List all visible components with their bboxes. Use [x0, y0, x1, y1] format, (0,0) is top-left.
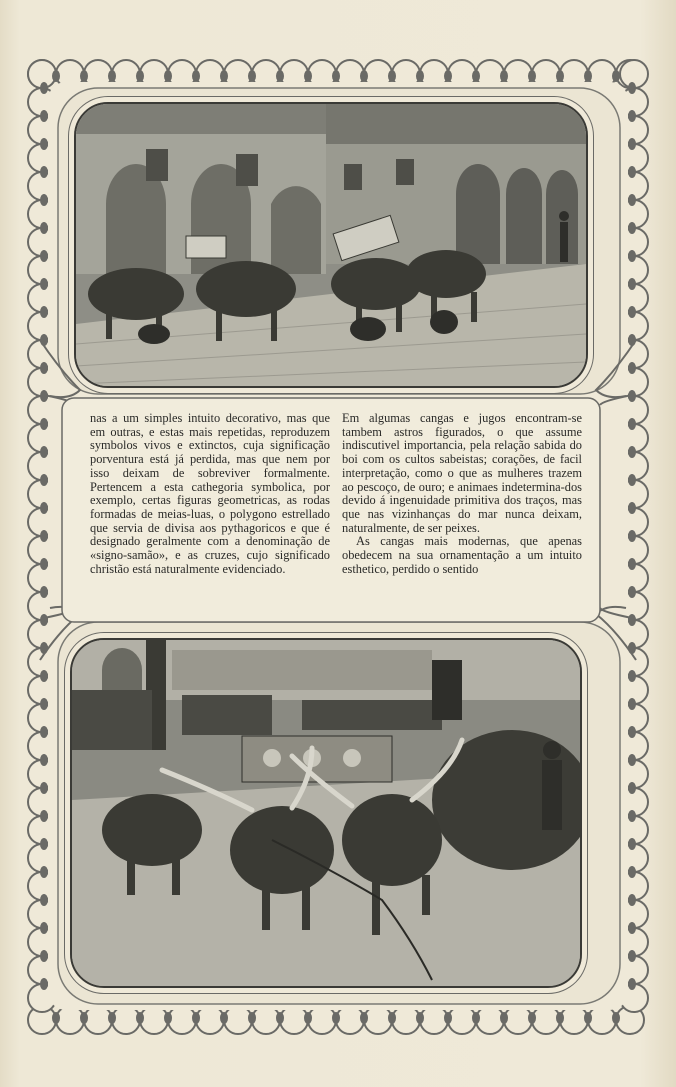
frame-dot — [628, 222, 636, 234]
frame-dot — [628, 502, 636, 514]
frame-scallop — [448, 1006, 476, 1034]
frame-dot — [40, 166, 48, 178]
frame-scallop — [196, 1006, 224, 1034]
frame-dot — [628, 474, 636, 486]
frame-dot — [528, 70, 536, 82]
frame-dot — [248, 1012, 256, 1024]
frame-dot — [52, 70, 60, 82]
frame-dot — [80, 1012, 88, 1024]
frame-dot — [628, 82, 636, 94]
photo-oxen-market — [70, 638, 582, 988]
frame-dot — [628, 362, 636, 374]
frame-scallop — [336, 1006, 364, 1034]
frame-dot — [360, 70, 368, 82]
frame-dot — [40, 726, 48, 738]
frame-dot — [472, 1012, 480, 1024]
article-column-left — [90, 412, 330, 576]
frame-dot — [500, 70, 508, 82]
frame-dot — [628, 978, 636, 990]
frame-dot — [164, 70, 172, 82]
frame-dot — [40, 614, 48, 626]
frame-dot — [192, 70, 200, 82]
frame-dot — [556, 1012, 564, 1024]
frame-dot — [628, 614, 636, 626]
frame-dot — [628, 138, 636, 150]
frame-dot — [444, 1012, 452, 1024]
frame-dot — [628, 250, 636, 262]
frame-scallop — [476, 1006, 504, 1034]
frame-dot — [628, 838, 636, 850]
frame-dot — [628, 670, 636, 682]
frame-scallop — [84, 1006, 112, 1034]
frame-scallop — [168, 1006, 196, 1034]
frame-dot — [628, 726, 636, 738]
frame-dot — [40, 894, 48, 906]
frame-dot — [40, 194, 48, 206]
frame-dot — [40, 502, 48, 514]
frame-dot — [628, 922, 636, 934]
frame-dot — [40, 418, 48, 430]
frame-dot — [40, 110, 48, 122]
frame-dot — [276, 70, 284, 82]
frame-dot — [416, 70, 424, 82]
frame-dot — [40, 978, 48, 990]
frame-dot — [40, 530, 48, 542]
frame-dot — [628, 278, 636, 290]
frame-dot — [40, 670, 48, 682]
frame-dot — [220, 70, 228, 82]
frame-dot — [528, 1012, 536, 1024]
article-column-right — [342, 412, 582, 576]
article-text-panel — [66, 404, 596, 618]
frame-dot — [40, 278, 48, 290]
frame-dot — [628, 698, 636, 710]
frame-scallop — [140, 1006, 168, 1034]
frame-dot — [388, 1012, 396, 1024]
frame-scallop — [588, 1006, 616, 1034]
frame-dot — [192, 1012, 200, 1024]
frame-dot — [136, 1012, 144, 1024]
frame-dot — [304, 1012, 312, 1024]
frame-dot — [136, 70, 144, 82]
frame-dot — [444, 70, 452, 82]
frame-dot — [220, 1012, 228, 1024]
frame-dot — [628, 866, 636, 878]
frame-dot — [500, 1012, 508, 1024]
frame-dot — [556, 70, 564, 82]
frame-dot — [628, 754, 636, 766]
frame-dot — [248, 70, 256, 82]
frame-dot — [40, 586, 48, 598]
paragraph: Em algumas cangas e jugos encontram-se tambem astros figurados, o que assume indiscutivel importancia, pela relação sabida do boi com os cultos sabeistas; corações, de facil interpretação, como o que as mulheres trazem ao pescoço, de ouro; e animaes indetermina-dos devido á ingenuidade primitiva dos traços, mas que nas vizinhanças do mar nunca deixam, naturalmente, de ser peixes. — [342, 411, 582, 535]
frame-dot — [40, 82, 48, 94]
frame-dot — [40, 866, 48, 878]
frame-scallop — [252, 1006, 280, 1034]
frame-dot — [332, 1012, 340, 1024]
frame-dot — [628, 306, 636, 318]
frame-dot — [40, 642, 48, 654]
frame-dot — [388, 70, 396, 82]
frame-dot — [40, 754, 48, 766]
frame-dot — [416, 1012, 424, 1024]
frame-dot — [40, 362, 48, 374]
frame-dot — [40, 922, 48, 934]
frame-dot — [40, 838, 48, 850]
frame-dot — [612, 1012, 620, 1024]
frame-dot — [40, 810, 48, 822]
frame-dot — [360, 1012, 368, 1024]
frame-dot — [612, 70, 620, 82]
frame-dot — [628, 950, 636, 962]
frame-dot — [628, 446, 636, 458]
frame-scallop — [560, 1006, 588, 1034]
photo-oxen-street — [74, 102, 588, 388]
frame-dot — [628, 810, 636, 822]
frame-dot — [628, 110, 636, 122]
frame-dot — [628, 194, 636, 206]
frame-dot — [472, 70, 480, 82]
frame-dot — [52, 1012, 60, 1024]
frame-dot — [628, 558, 636, 570]
frame-dot — [40, 782, 48, 794]
frame-dot — [108, 70, 116, 82]
frame-dot — [628, 894, 636, 906]
frame-dot — [584, 70, 592, 82]
frame-scallop — [504, 1006, 532, 1034]
frame-scallop — [280, 1006, 308, 1034]
frame-dot — [584, 1012, 592, 1024]
frame-dot — [304, 70, 312, 82]
paragraph: As cangas mais modernas, que apenas obedecem na sua ornamentação a um intuito esthetico, perdido o sentido — [342, 534, 582, 576]
frame-scallop — [532, 1006, 560, 1034]
frame-scallop — [224, 1006, 252, 1034]
frame-dot — [40, 474, 48, 486]
frame-scallop — [308, 1006, 336, 1034]
frame-dot — [164, 1012, 172, 1024]
frame-dot — [108, 1012, 116, 1024]
frame-scallop — [392, 1006, 420, 1034]
frame-dot — [628, 166, 636, 178]
frame-scallop — [420, 1006, 448, 1034]
frame-dot — [276, 1012, 284, 1024]
frame-dot — [628, 782, 636, 794]
frame-dot — [628, 418, 636, 430]
frame-dot — [628, 586, 636, 598]
frame-dot — [40, 306, 48, 318]
frame-dot — [40, 250, 48, 262]
frame-scallop — [56, 1006, 84, 1034]
frame-scallop — [364, 1006, 392, 1034]
frame-dot — [40, 138, 48, 150]
frame-dot — [40, 950, 48, 962]
frame-dot — [628, 530, 636, 542]
frame-dot — [40, 558, 48, 570]
frame-scallop — [112, 1006, 140, 1034]
paragraph: nas a um simples intuito decorativo, mas que em outras, e estas mais repetidas, reproduzem symbolos vivos e extinctos, cuja significação porventura está já perdida, mas que nem por isso deixam de sobreviver formalmente. Pertencem a esta cathegoria symbolica, por exemplo, certas figuras geometricas, as rodas formadas de meias-luas, o polygono estrellado que servia de divisa aos pythagoricos e que é designado geralmente com a denominação de «signo-samão», e as cruzes, cujo significado christão está naturalmente evidenciado. — [90, 411, 330, 576]
frame-dot — [628, 642, 636, 654]
frame-dot — [40, 446, 48, 458]
frame-dot — [40, 698, 48, 710]
frame-dot — [332, 70, 340, 82]
frame-dot — [80, 70, 88, 82]
frame-dot — [40, 222, 48, 234]
